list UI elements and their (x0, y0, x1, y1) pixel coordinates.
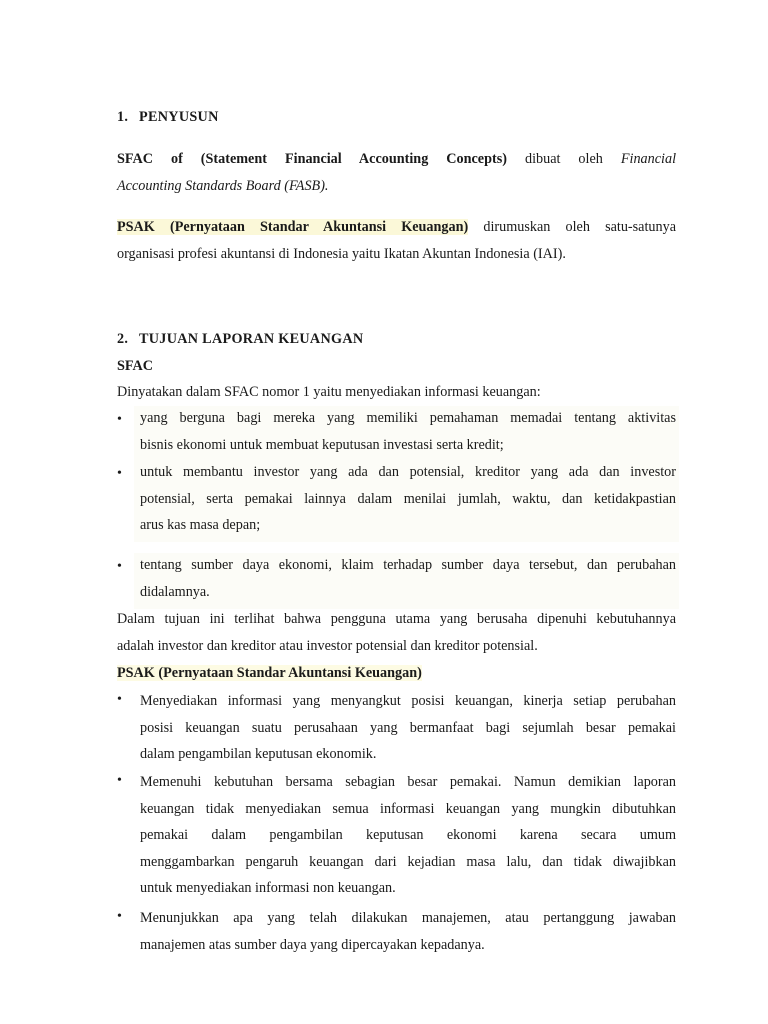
bullet-dot: • (117, 773, 122, 788)
section-1-heading (117, 109, 219, 126)
sfac-conclusion-line-2: adalah investor dan kreditor atau investor potensial dan kreditor potensial. (117, 637, 538, 654)
sfac-bullet-2 (140, 459, 676, 539)
psak-term: PSAK (Pernyataan Standar Akuntansi Keuangan) (117, 219, 469, 235)
sfac-bullet-2-line-3: arus kas masa depan; (140, 517, 261, 534)
psak-bullet-2-line-3: pemakai dalam pengambilan keputusan ekonomi karena secara umum (140, 827, 676, 844)
sfac-mid-text: dibuat oleh (524, 151, 603, 167)
sfac-bullet-2-line-1: untuk membantu investor yang ada dan potensial, kreditor yang ada dan investor (140, 464, 676, 480)
psak-bullet-1-line-3: dalam pengambilan keputusan ekonomik. (140, 746, 377, 763)
section-2-title: TUJUAN LAPORAN KEUANGAN (139, 331, 364, 347)
bullet-dot: • (117, 909, 122, 924)
sfac-subheading: SFAC (117, 358, 153, 374)
psak-subheading-text: PSAK (Pernyataan Standar Akuntansi Keuangan) (117, 665, 422, 681)
psak-bullet-3 (140, 905, 676, 958)
fasb-name-part-2: Accounting Standards Board (FASB). (117, 177, 329, 194)
bullet-dot: • (117, 466, 122, 481)
psak-bullet-2-line-1: Memenuhi kebutuhan bersama sebagian besar pemakai. Namun demikian laporan (140, 774, 676, 790)
psak-bullet-3-line-1: Menunjukkan apa yang telah dilakukan manajemen, atau pertanggung jawaban (140, 910, 676, 926)
bullet-dot: • (117, 412, 122, 427)
sfac-bullet-1-line-1: yang berguna bagi mereka yang memiliki pemahaman memadai tentang aktivitas (140, 410, 676, 426)
sfac-conclusion (117, 606, 676, 659)
psak-bullet-3-line-2: manajemen atas sumber daya yang dipercayakan kepadanya. (140, 936, 485, 953)
sfac-conclusion-line-1: Dalam tujuan ini terlihat bahwa pengguna utama yang berusaha dipenuhi kebutuhannya (117, 611, 676, 627)
sfac-bullet-1-line-2: bisnis ekonomi untuk membuat keputusan investasi serta kredit; (140, 436, 504, 453)
fasb-name-part-1: Financial (620, 151, 677, 167)
section-1-title: PENYUSUN (139, 109, 219, 125)
sfac-bullet-3-line-2: didalamnya. (140, 583, 210, 600)
section-1-psak-paragraph (117, 214, 676, 267)
section-1-number: 1. (117, 109, 129, 125)
psak-bullet-1 (140, 688, 676, 768)
sfac-bullet-3 (140, 552, 676, 605)
bullet-dot: • (117, 559, 122, 574)
section-1-sfac-paragraph (117, 146, 676, 199)
psak-bullet-2-line-5: untuk menyediakan informasi non keuangan. (140, 880, 396, 897)
sfac-bullet-2-line-2: potensial, serta pemakai lainnya dalam menilai jumlah, waktu, dan ketidakpastian (140, 490, 676, 507)
bullet-dot: • (117, 692, 122, 707)
psak-rest-line-2: organisasi profesi akuntansi di Indonesia yaitu Ikatan Akuntan Indonesia (IAI). (117, 245, 566, 262)
sfac-term: SFAC of (Statement Financial Accounting Concepts) (117, 151, 507, 167)
sfac-bullet-1 (140, 405, 676, 458)
psak-bullet-1-line-1: Menyediakan informasi yang menyangkut posisi keuangan, kinerja setiap perubahan (140, 693, 676, 709)
sfac-bullet-3-line-1: tentang sumber daya ekonomi, klaim terhadap sumber daya tersebut, dan perubahan (140, 557, 676, 573)
psak-bullet-1-line-2: posisi keuangan suatu perusahaan yang bermanfaat bagi sejumlah besar pemakai (140, 719, 676, 736)
psak-bullet-2-line-2: keuangan tidak menyediakan semua informasi keuangan yang mungkin dibutuhkan (140, 800, 676, 817)
psak-rest-line-1: dirumuskan oleh satu-satunya (483, 219, 676, 235)
section-2-heading (117, 331, 363, 348)
psak-bullet-2 (140, 769, 676, 902)
sfac-intro: Dinyatakan dalam SFAC nomor 1 yaitu menyediakan informasi keuangan: (117, 384, 541, 400)
section-2-number: 2. (117, 331, 129, 347)
psak-bullet-2-line-4: menggambarkan pengaruh keuangan dari kejadian masa lalu, dan tidak diwajibkan (140, 853, 676, 870)
psak-subheading (117, 665, 422, 682)
